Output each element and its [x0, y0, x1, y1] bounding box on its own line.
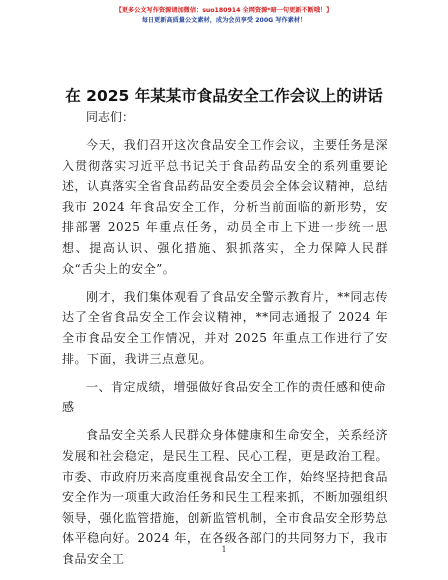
- document-body: [62, 107, 388, 577]
- promo-banner-line-2: 每日更新高质量公文素材，成为会员享受 200G 写作素材！: [141, 17, 307, 24]
- promo-banner-line-1: 【更多公文写作资源请加微信：suo180914 全网资源*暗一句更新不断哦！】: [115, 7, 333, 14]
- section-heading-1: 一、肯定成绩，增强做好食品安全工作的责任感和使命感: [62, 379, 387, 415]
- salutation: 同志们：: [86, 110, 135, 124]
- page-number: 1: [221, 545, 227, 554]
- paragraph-3: 食品安全关系人民群众身体健康和生命安全，关系经济发展和社会稳定，是民生工程、民心工程，更是政治工程。市委、市政府历来高度重视食品安全工作，始终坚持把食品安全作为一项重大政治任务和民生工程来抓，不断加强组织领导，强化监管措施，创新监管机制，全市食品安全形势总体平稳向好。2024 年，在各级各部门的共同努力下，我市食品安全工: [62, 428, 388, 566]
- document-title: 在 2025 年某某市食品安全工作会议上的讲话: [65, 87, 383, 105]
- paragraph-2: 刚才，我们集体观看了食品安全警示教育片，**同志传达了全省食品安全工作会议精神，**同志通报了 2024 年全市食品安全工作情况，并对 2025 年重点工作进行了安排。下面，我讲三点意见。: [62, 289, 388, 366]
- paragraph-1: 今天，我们召开这次食品安全工作会议，主要任务是深入贯彻落实习近平总书记关于食品药品安全的系列重要论述，认真落实全省食品药品安全委员会全体会议精神，总结我市 2024 年食品安全工作，分析当前面临的新形势，安排部署 2025 年重点任务，动员全市上下进一步统一思想、提高认识、强化措施、狠抓落实，全力保障人民群众“舌尖上的安全”。: [62, 138, 388, 276]
